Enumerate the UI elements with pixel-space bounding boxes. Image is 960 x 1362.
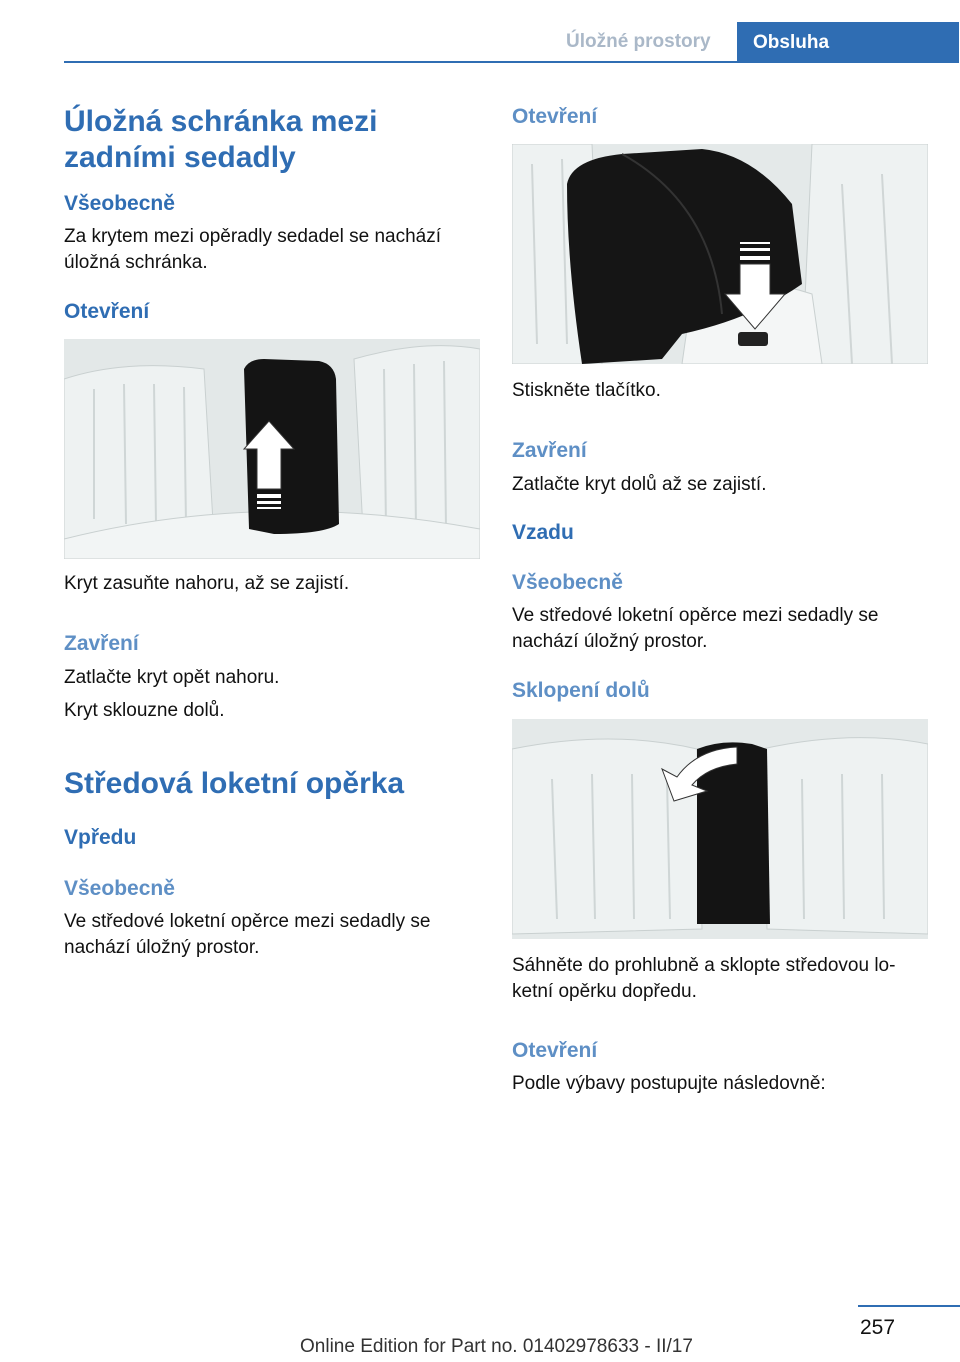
figure-armrest-button [512,144,928,364]
page-number: 257 [860,1316,896,1339]
open-caption: Kryt zasuňte nahoru, až se zajistí. [64,573,350,594]
rear-general-heading: Všeobecně [512,571,623,594]
open2-text: Podle výbavy postupujte následovně: [512,1073,826,1094]
close-heading: Zavření [64,632,139,655]
front-general-text: Ve středové loketní opěrce mezi sedadly se nachází úložný prostor. [64,911,431,958]
front-general-heading: Všeobecně [64,877,175,900]
fold-caption: Sáhněte do prohlubně a sklopte středovou loketní opěrku dopředu. [512,955,896,1002]
rear-general-text: Ve středové loketní opěrce mezi sedadly se nachází úložný prostor. [512,605,879,652]
right-open-caption: Stiskněte tlačítko. [512,380,661,401]
general-heading: Všeobecně [64,192,175,215]
chapter-tab: Obsluha [737,22,959,62]
open2-heading: Otevření [512,1039,598,1062]
fold-heading: Sklopení dolů [512,679,650,702]
edition-footer: Online Edition for Part no. 01402978633 - II/17 [300,1336,693,1357]
figure-rear-armrest-fold [512,719,928,939]
section-title: Středová loketní opěrka [64,767,405,800]
open-heading: Otevření [64,300,150,323]
close-text-2: Kryt sklouzne dolů. [64,700,225,721]
figure-rear-storage-open [64,339,480,559]
footer-rule [858,1305,960,1307]
close-text-1: Zatlačte kryt opět nahoru. [64,667,280,688]
right-open-heading: Otevření [512,105,598,128]
general-text: Za krytem mezi opěradly sedadel se nachází úložná schránka. [64,226,442,273]
running-header-section: Úložné prostory [566,31,711,52]
right-close-text: Zatlačte kryt dolů až se zajistí. [512,474,767,495]
page-title: Úložná schránka mezi zadními sedadly [64,105,378,174]
front-heading: Vpředu [64,826,137,849]
rear-heading: Vzadu [512,521,574,544]
right-close-heading: Zavření [512,439,587,462]
header-rule [64,61,959,63]
